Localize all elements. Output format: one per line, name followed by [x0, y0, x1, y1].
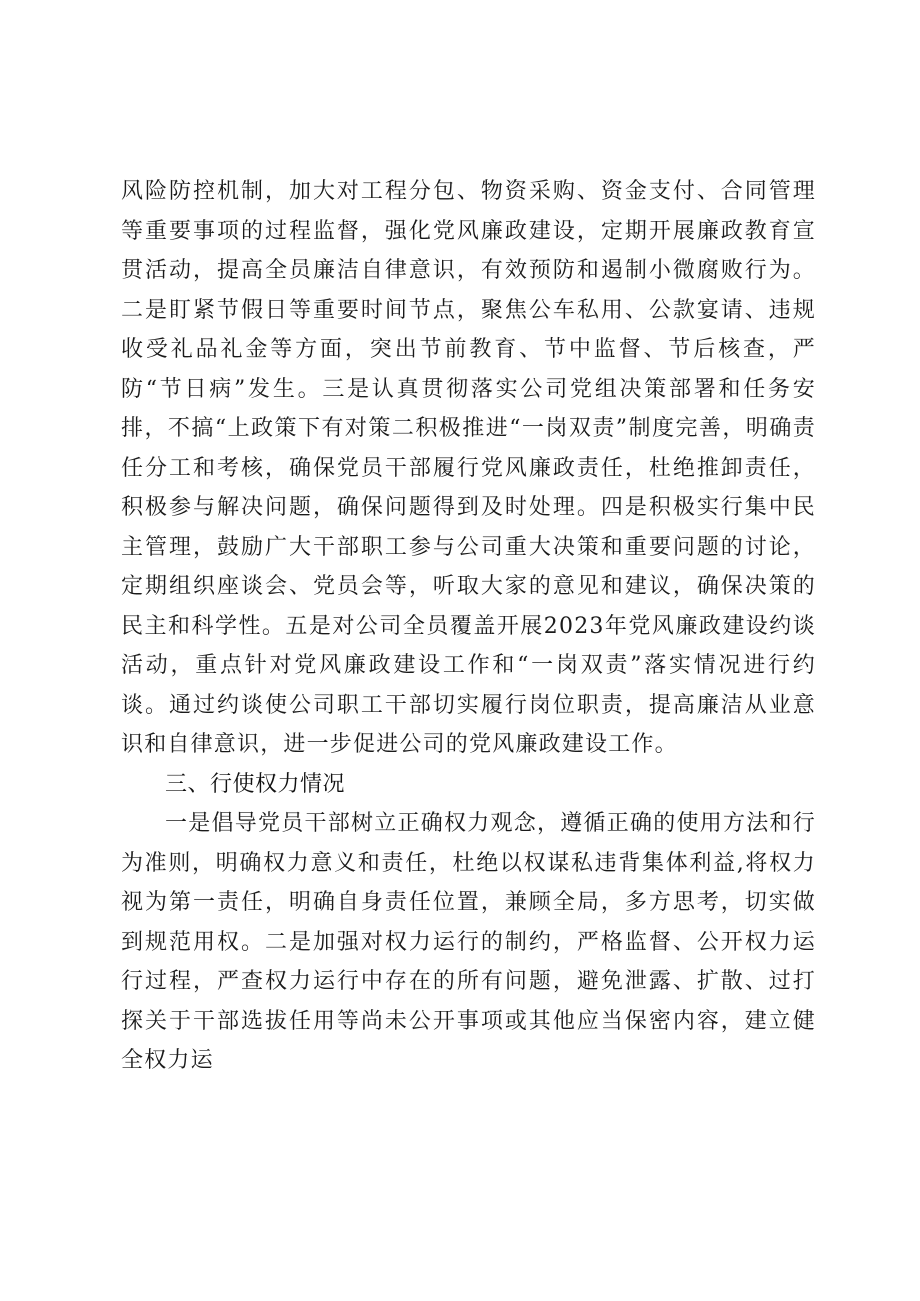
continued-paragraph: 风险防控机制，加大对工程分包、物资采购、资金支付、合同管理等重要事项的过程监督，强化党风廉政建设，定期开展廉政教育宣贯活动，提高全员廉洁自律意识，有效预防和遏制小微腐败行为。二是盯紧节假日等重要时间节点，聚焦公车私用、公款宴请、违规收受礼品礼金等方面，突出节前教育、节中监督、节后核查，严防“节日病”发生。三是认真贯彻落实公司党组决策部署和任务安排，不搞“上政策下有对策二积极推进“一岗双责”制度完善，明确责任分工和考核，确保党员干部履行党风廉政责任，杜绝推卸责任，积极参与解决问题，确保问题得到及时处理。四是积极实行集中民主管理，鼓励广大干部职工参与公司重大决策和重要问题的讨论，定期组织座谈会、党员会等，听取大家的意见和建议，确保决策的民主和科学性。五是对公司全员覆盖开展2023年党风廉政建设约谈活动，重点针对党风廉政建设工作和“一岗双责”落实情况进行约谈。通过约谈使公司职工干部切实履行岗位职责，提高廉洁从业意识和自律意识，进一步促进公司的党风廉政建设工作。: [121, 179, 816, 757]
section-heading: 三、行使权力情况: [165, 771, 346, 797]
section-paragraph: 一是倡导党员干部树立正确权力观念，遵循正确的使用方法和行为准则，明确权力意义和责任，杜绝以权谋私违背集体利益,将权力视为第一责任，明确自身责任位置，兼顾全局，多方思考，切实做到规范用权。二是加强对权力运行的制约，严格监督、公开权力运行过程，严查权力运行中存在的所有问题，避免泄露、扩散、过打探关于干部选拔任用等尚未公开事项或其他应当保密内容，建立健全权力运: [121, 811, 816, 1073]
document-body: [121, 172, 816, 1081]
